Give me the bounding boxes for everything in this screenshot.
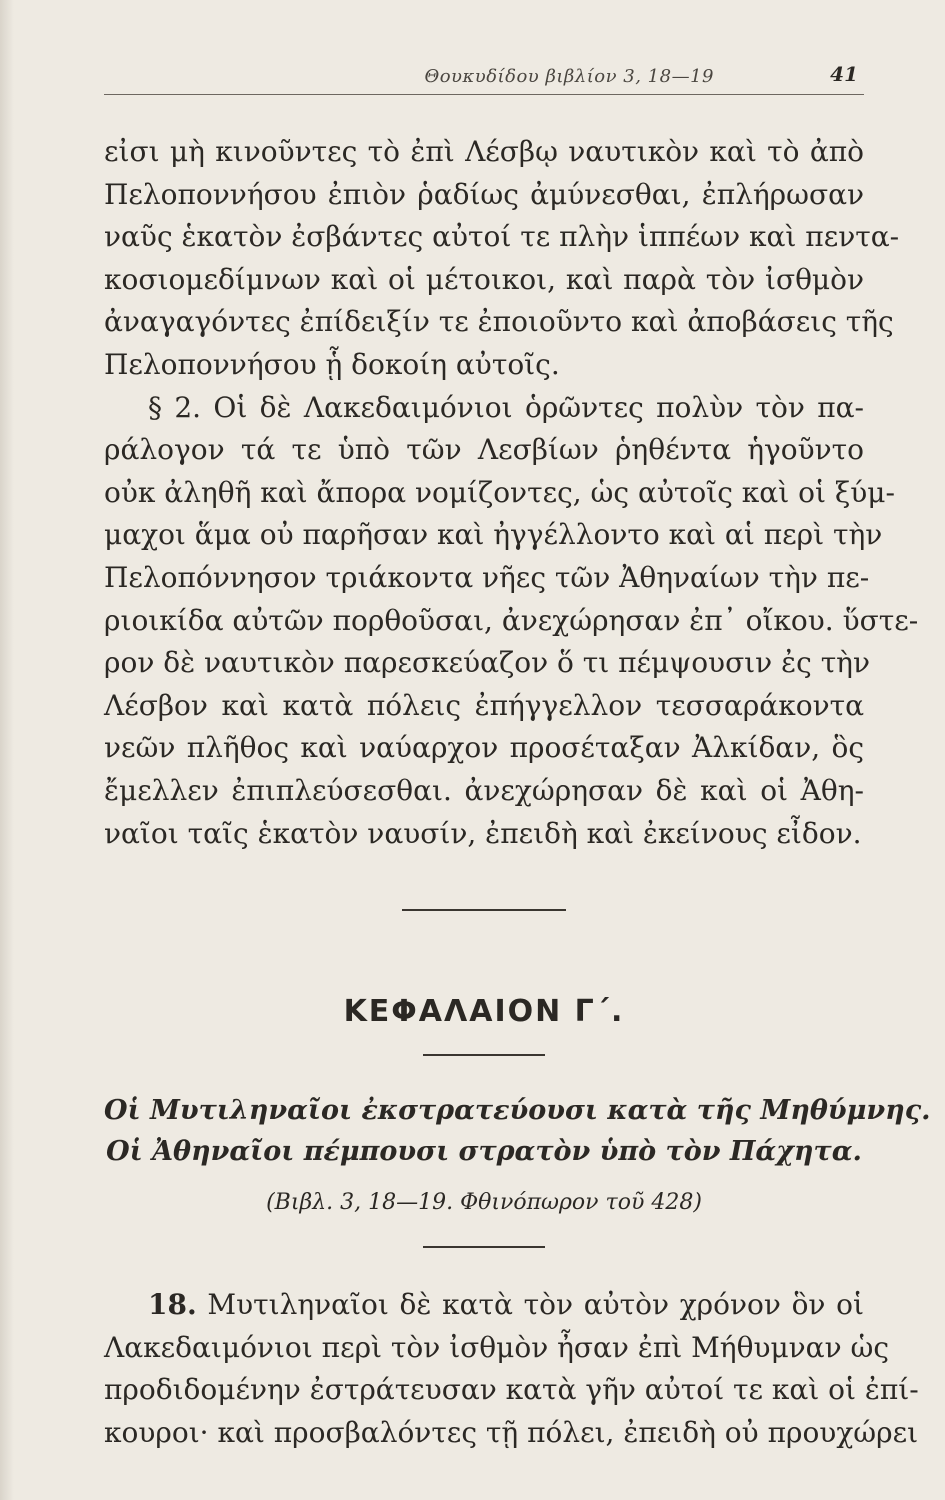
text-line: οὐκ ἀληθῆ καὶ ἄπορα νομίζοντες, ὡς αὐτοῖς καὶ οἱ ξύμ-	[104, 475, 895, 509]
text-line: προδιδομένην ἐστράτευσαν κατὰ γῆν αὐτοί τε καὶ οἱ ἐπί-	[104, 1373, 919, 1407]
text-line: ναῦς ἑκατὸν ἐσβάντες αὐτοί τε πλὴν ἱππέων καὶ πεντα-	[104, 220, 900, 254]
book-page	[104, 60, 931, 1454]
text-line: ράλογον τά τε ὑπὸ τῶν Λεσβίων ῥηθέντα ἡγοῦντο	[104, 433, 864, 467]
text-line: Λακεδαιμόνιοι περὶ τὸν ἰσθμὸν ἦσαν ἐπὶ Μήθυμναν ὡς	[104, 1330, 890, 1364]
summary-divider-rule	[423, 1246, 545, 1248]
heading-underline-rule	[423, 1054, 545, 1056]
text-line: κουροι· καὶ προσβαλόντες τῇ πόλει, ἐπειδὴ οὐ προυχώρει	[104, 1415, 919, 1449]
text-line: ριοικίδα αὐτῶν πορθοῦσαι, ἀνεχώρησαν ἐπ᾽ οἴκου. ὕστε-	[104, 603, 919, 637]
text-line: § 2. Οἱ δὲ Λακεδαιμόνιοι ὁρῶντες πολὺν τὸν πα-	[148, 390, 864, 424]
summary-line: Οἱ Ἀθηναῖοι πέμπουσι στρατὸν ὑπὸ τὸν Πάχητα.	[106, 1136, 862, 1168]
summary-line: Οἱ Μυτιληναῖοι ἐκστρατεύουσι κατὰ τῆς Μηθύμνης.	[104, 1095, 931, 1127]
text-line: κοσιομεδίμνων καὶ οἱ μέτοικοι, καὶ παρὰ τὸν ἰσθμὸν	[104, 262, 864, 296]
text-line: νεῶν πλῆθος καὶ ναύαρχον προσέταξαν Ἀλκίδαν, ὃς	[104, 731, 864, 765]
section-18	[104, 1284, 919, 1454]
text-line: Πελοπόννησον τριάκοντα νῆες τῶν Ἀθηναίων τὴν πε-	[104, 560, 870, 594]
source-note: (Βιβλ. 3, 18—19. Φθινόπωρον τοῦ 428)	[266, 1190, 702, 1216]
text-line: ρον δὲ ναυτικὸν παρεσκεύαζον ὅ τι πέμψουσιν ἐς τὴν	[104, 646, 870, 680]
chapter-summary	[104, 1090, 931, 1172]
text-line: μαχοι ἅμα οὐ παρῆσαν καὶ ἠγγέλλοντο καὶ αἱ περὶ τὴν	[104, 518, 883, 552]
section-number: 18.	[148, 1288, 197, 1322]
chapter-heading: ΚΕΦΑΛΑΙΟΝ Γ΄.	[343, 994, 625, 1030]
text-line: ἔμελλεν ἐπιπλεύσεσθαι. ἀνεχώρησαν δὲ καὶ οἱ Ἀθη-	[104, 773, 864, 807]
text-line: Λέσβον καὶ κατὰ πόλεις ἐπήγγελλον τεσσαράκοντα	[104, 688, 864, 722]
paragraph-1	[104, 131, 919, 855]
text-line: Πελοποννήσου ᾗ δοκοίη αὐτοῖς.	[104, 347, 560, 381]
text-line	[104, 1284, 864, 1327]
text-line: ἀναγαγόντες ἐπίδειξίν τε ἐποιοῦντο καὶ ἀποβάσεις τῆς	[104, 305, 894, 339]
running-head	[104, 60, 864, 95]
page-gutter-shadow	[0, 0, 14, 1500]
text-line: Πελοποννήσου ἐπιὸν ῥαδίως ἀμύνεσθαι, ἐπλήρωσαν	[104, 177, 864, 211]
page-number: 41	[830, 62, 858, 86]
section-divider-rule	[402, 909, 566, 911]
running-head-title: Θουκυδίδου βιβλίον 3, 18—19	[424, 66, 714, 87]
text-line: εἰσι μὴ κινοῦντες τὸ ἐπὶ Λέσβῳ ναυτικὸν καὶ τὸ ἀπὸ	[104, 135, 864, 168]
section-first-line: Μυτιληναῖοι δὲ κατὰ τὸν αὐτὸν χρόνον ὃν οἱ	[207, 1288, 864, 1322]
text-line: ναῖοι ταῖς ἑκατὸν ναυσίν, ἐπειδὴ καὶ ἐκείνους εἶδον.	[104, 816, 862, 850]
